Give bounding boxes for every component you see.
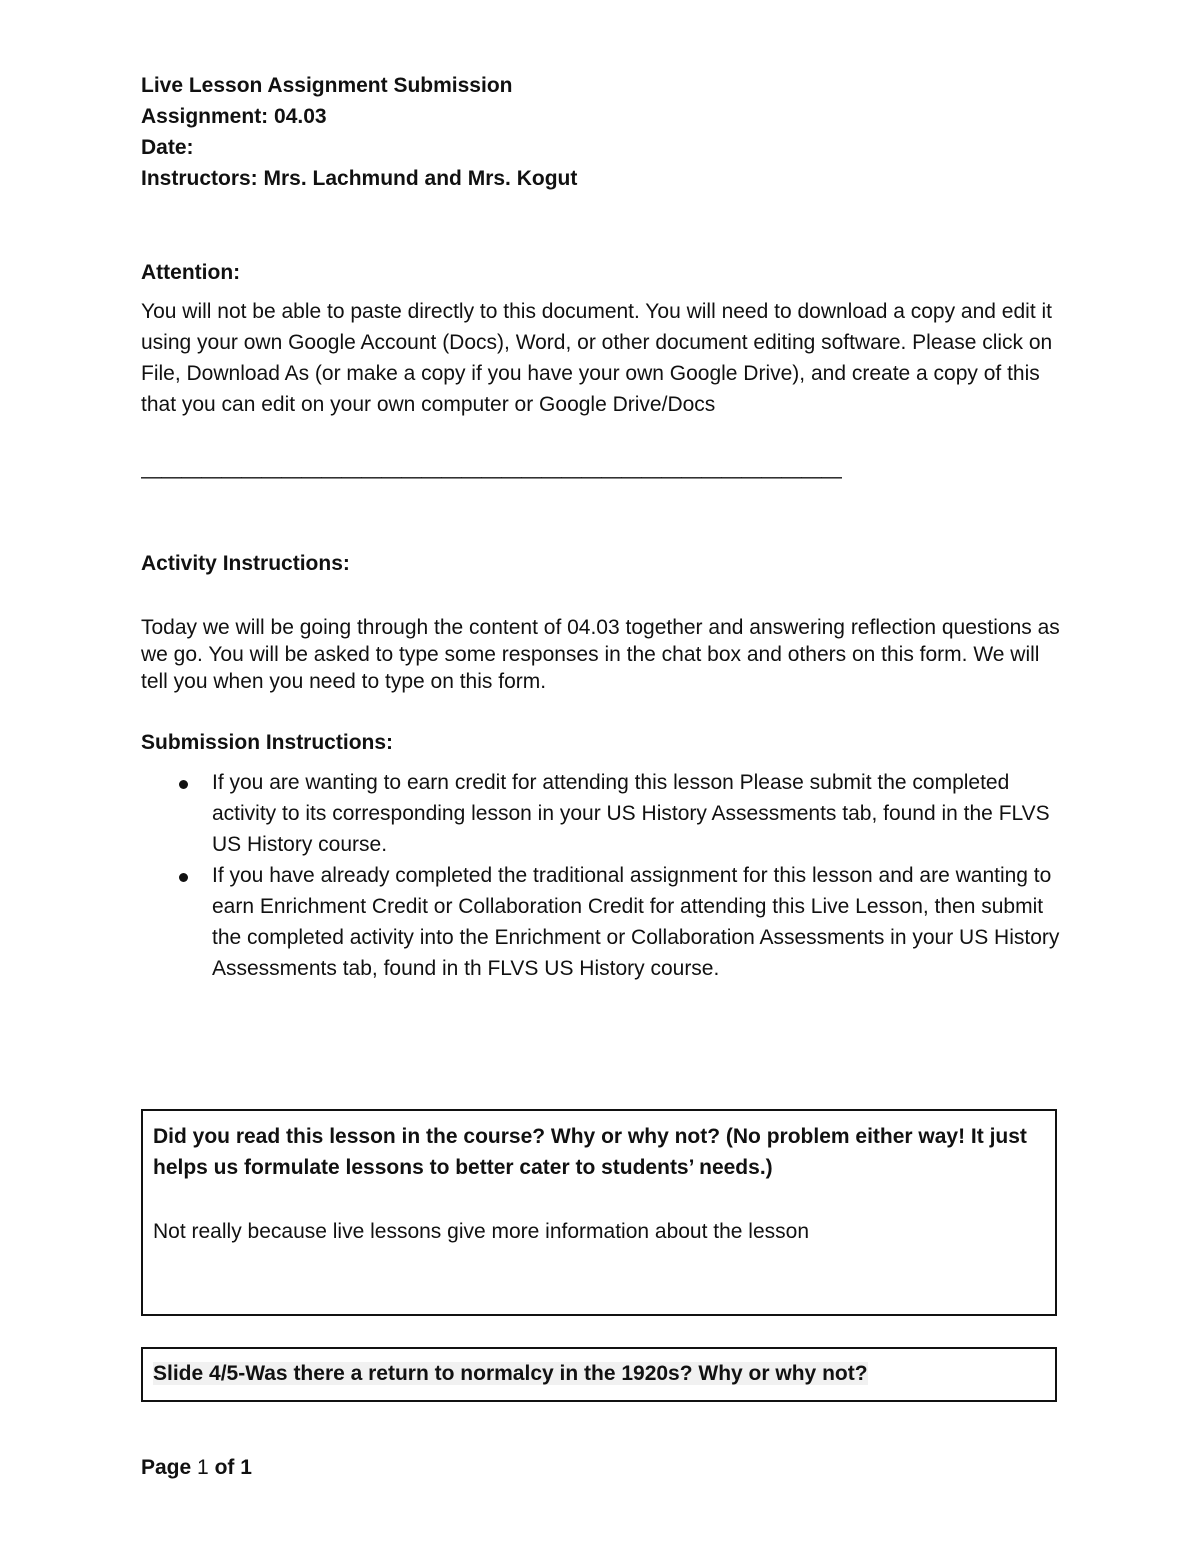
question-text: Did you read this lesson in the course? Why or why not? (No problem either way! It just helps us formulate lessons to better cater to students’ needs.): [153, 1125, 1027, 1179]
question-box-2[interactable]: [141, 1347, 1057, 1402]
attention-heading: Attention:: [141, 261, 241, 284]
divider-line: ———————————————————————————————————: [141, 465, 841, 488]
page-label: Page: [141, 1456, 192, 1479]
document-header: [141, 70, 1061, 194]
question-highlight: Slide 4/5-Was there a return to normalcy in the 1920s? Why or why not?: [153, 1362, 868, 1385]
question-text-2: [153, 1358, 1043, 1389]
assignment-number: Assignment: 04.03: [141, 105, 327, 128]
date-line: Date:: [141, 136, 194, 159]
list-item-text: If you are wanting to earn credit for attending this lesson Please submit the completed activity to its corresponding lesson in your US History Assessments tab, found in the FLVS US History course.: [212, 771, 1050, 856]
list-item: [141, 860, 1061, 984]
of-label: of: [214, 1456, 235, 1479]
answer-text[interactable]: Not really because live lessons give more information about the lesson: [153, 1220, 810, 1243]
page-number: 1: [197, 1456, 209, 1479]
question-box-1[interactable]: [141, 1109, 1057, 1316]
bullet-icon: [179, 873, 188, 882]
list-item-text: If you have already completed the traditional assignment for this lesson and are wanting to earn Enrichment Credit or Collaboration Credit for attending this Live Lesson, then submit the completed activity into the Enrichment or Collaboration Assessments in your US History Assessments tab, found in th FLVS US History course.: [212, 864, 1060, 980]
instructors-line: Instructors: Mrs. Lachmund and Mrs. Kogut: [141, 167, 578, 190]
activity-text: Today we will be going through the content of 04.03 together and answering reflection questions as we go. You will be asked to type some responses in the chat box and others on this form. We will tell you when you need to type on this form.: [141, 616, 1060, 693]
page-footer: [141, 1453, 252, 1483]
bullet-icon: [179, 780, 188, 789]
page-total: 1: [240, 1456, 252, 1479]
document-title: Live Lesson Assignment Submission: [141, 74, 513, 97]
submission-list: [141, 767, 1061, 984]
list-item: [141, 767, 1061, 860]
attention-text: You will not be able to paste directly to this document. You will need to download a copy and edit it using your own Google Account (Docs), Word, or other document editing software. Please click on File, Download As (or make a copy if you have your own Google Drive), and create a copy of this that you can edit on your own computer or Google Drive/Docs: [141, 300, 1053, 416]
submission-heading: Submission Instructions:: [141, 731, 394, 754]
activity-heading: Activity Instructions:: [141, 552, 350, 575]
